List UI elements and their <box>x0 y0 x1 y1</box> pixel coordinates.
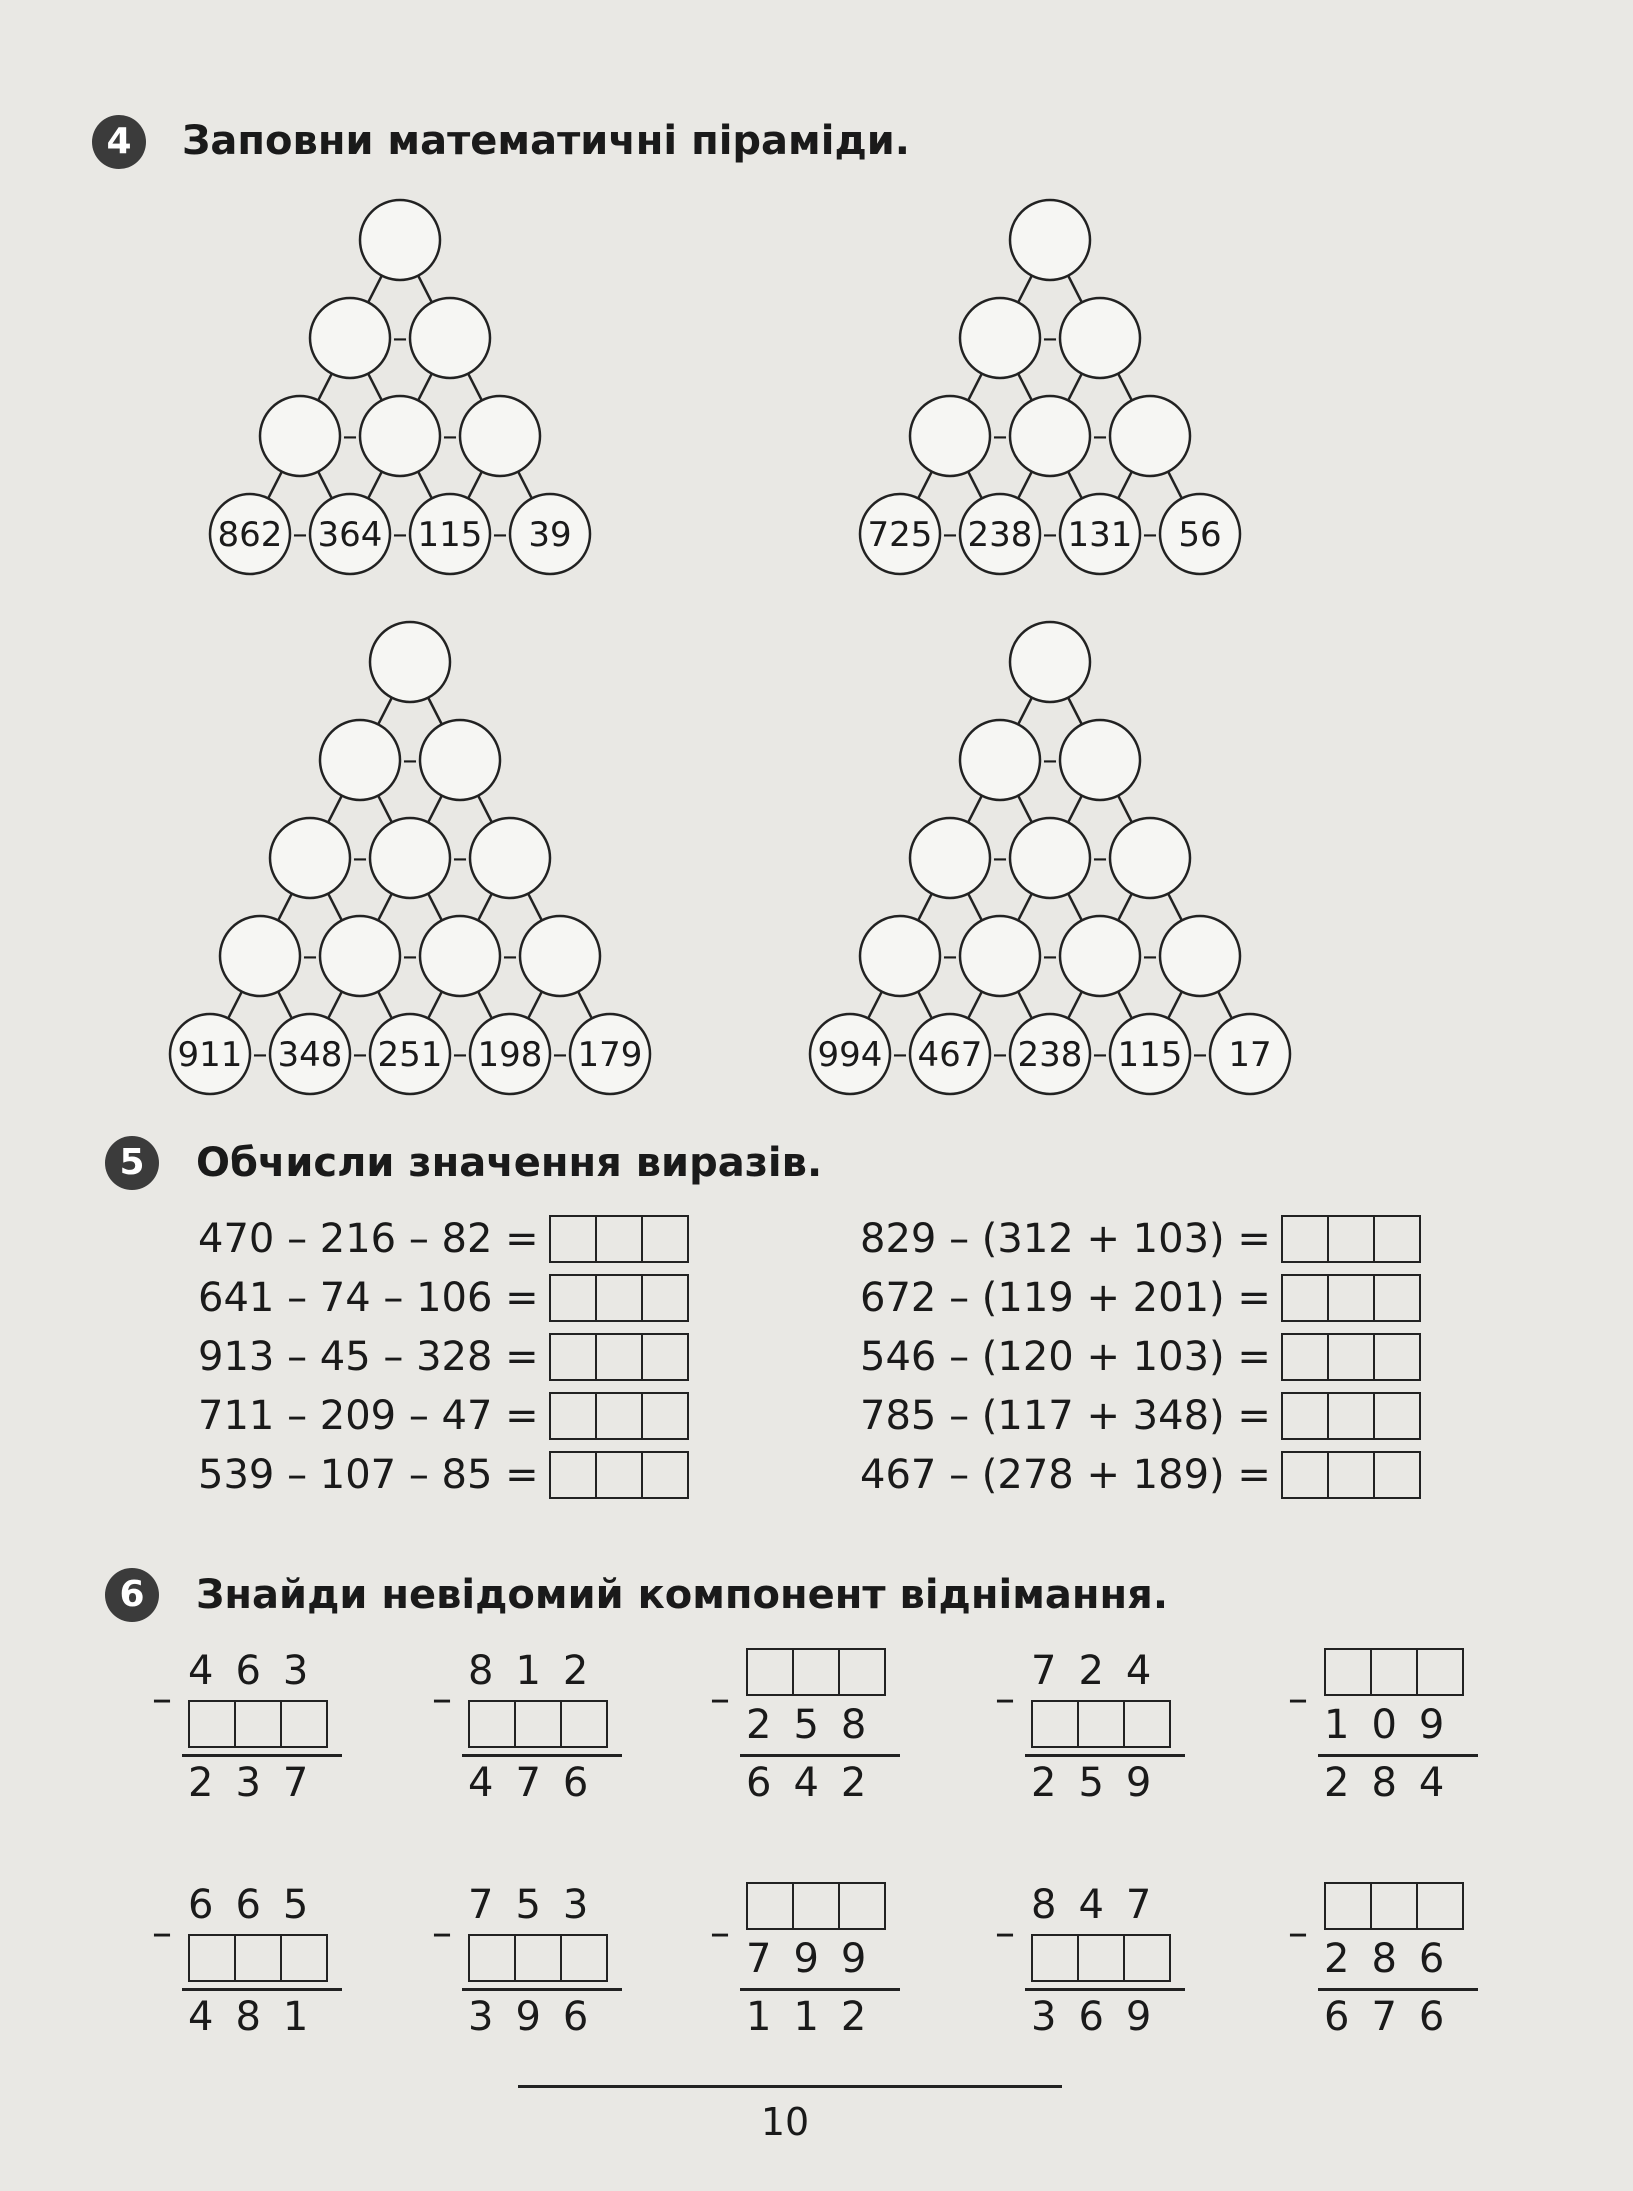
section-4-title: Заповни математичні піраміди. <box>182 118 910 164</box>
pyramid-minus-sign: – <box>292 517 308 552</box>
answer-box[interactable] <box>549 1215 689 1263</box>
pyramid-answer-cell[interactable] <box>220 916 300 996</box>
pyramid-base-value: 238 <box>967 515 1033 555</box>
section-4-number: 4 <box>92 115 146 169</box>
expression-row <box>860 1332 1421 1382</box>
minuend-box[interactable] <box>1324 1648 1464 1696</box>
expression-row <box>860 1273 1421 1323</box>
pyramid-minus-sign: – <box>1092 841 1108 876</box>
pyramid-base-value: 911 <box>177 1035 243 1075</box>
subtrahend-box[interactable] <box>468 1700 608 1748</box>
subtrahend-box[interactable] <box>1031 1700 1171 1748</box>
minus-sign: – <box>1288 1676 1308 1722</box>
subtrahend: 258 <box>746 1702 889 1748</box>
subtrahend: 799 <box>746 1936 889 1982</box>
pyramid-base-value: 198 <box>477 1035 543 1075</box>
pyramid-minus-sign: – <box>1092 1037 1108 1072</box>
pyramid-minus-sign: – <box>1142 939 1158 974</box>
pyramid-base-value: 364 <box>317 515 383 555</box>
pyramid-minus-sign: – <box>1092 419 1108 454</box>
pyramid-answer-cell[interactable] <box>270 818 350 898</box>
pyramid-minus-sign: – <box>502 939 518 974</box>
result-line <box>740 1988 900 1991</box>
difference: 476 <box>468 1760 611 1806</box>
minuend-box[interactable] <box>746 1648 886 1696</box>
minus-sign: – <box>152 1676 172 1722</box>
pyramid-minus-sign: – <box>942 517 958 552</box>
pyramid-minus-sign: – <box>1042 939 1058 974</box>
pyramid-answer-cell[interactable] <box>360 200 440 280</box>
pyramid-minus-sign: – <box>402 939 418 974</box>
pyramid-minus-sign: – <box>1042 321 1058 356</box>
pyramid-answer-cell[interactable] <box>960 720 1040 800</box>
subtraction-problem <box>995 1882 1205 2072</box>
answer-box[interactable] <box>549 1451 689 1499</box>
pyramid-answer-cell[interactable] <box>520 916 600 996</box>
minuend: 665 <box>188 1882 331 1928</box>
pyramid-base-value: 348 <box>277 1035 343 1075</box>
pyramid-answer-cell[interactable] <box>1010 396 1090 476</box>
expression-text: 672 – (119 + 201) = <box>860 1275 1271 1321</box>
subtraction-problem <box>432 1882 642 2072</box>
result-line <box>462 1754 622 1757</box>
pyramid-4 <box>805 612 1425 1102</box>
pyramid-minus-sign: – <box>442 419 458 454</box>
pyramid-minus-sign: – <box>892 1037 908 1072</box>
subtraction-problem <box>152 1882 362 2072</box>
section-5-title: Обчисли значення виразів. <box>196 1140 823 1186</box>
expression-text: 641 – 74 – 106 = <box>198 1275 539 1321</box>
minus-sign: – <box>152 1910 172 1956</box>
minuend: 847 <box>1031 1882 1174 1928</box>
pyramid-answer-cell[interactable] <box>470 818 550 898</box>
pyramid-answer-cell[interactable] <box>420 720 500 800</box>
expression-text: 467 – (278 + 189) = <box>860 1452 1271 1498</box>
pyramid-minus-sign: – <box>1142 517 1158 552</box>
pyramid-answer-cell[interactable] <box>1060 720 1140 800</box>
subtrahend-box[interactable] <box>468 1934 608 1982</box>
answer-box[interactable] <box>549 1333 689 1381</box>
subtraction-problem <box>710 1648 920 1838</box>
pyramid-minus-sign: – <box>402 743 418 778</box>
footer-divider <box>518 2085 1062 2088</box>
result-line <box>1318 1988 1478 1991</box>
answer-box[interactable] <box>549 1392 689 1440</box>
expression-row <box>198 1214 689 1264</box>
pyramid-answer-cell[interactable] <box>320 916 400 996</box>
expression-text: 546 – (120 + 103) = <box>860 1334 1271 1380</box>
pyramid-minus-sign: – <box>992 419 1008 454</box>
pyramid-2 <box>855 190 1375 600</box>
difference: 237 <box>188 1760 331 1806</box>
minuend: 463 <box>188 1648 331 1694</box>
minuend: 724 <box>1031 1648 1174 1694</box>
minuend-box[interactable] <box>1324 1882 1464 1930</box>
pyramid-answer-cell[interactable] <box>360 396 440 476</box>
pyramid-base-value: 238 <box>1017 1035 1083 1075</box>
expression-row <box>860 1391 1421 1441</box>
pyramid-base-value: 467 <box>917 1035 983 1075</box>
expression-text: 539 – 107 – 85 = <box>198 1452 539 1498</box>
expression-text: 711 – 209 – 47 = <box>198 1393 539 1439</box>
pyramid-minus-sign: – <box>302 939 318 974</box>
difference: 642 <box>746 1760 889 1806</box>
pyramid-base-value: 131 <box>1067 515 1133 555</box>
pyramid-answer-cell[interactable] <box>320 720 400 800</box>
difference: 112 <box>746 1994 889 2040</box>
answer-box[interactable] <box>1281 1333 1421 1381</box>
pyramid-minus-sign: – <box>1042 517 1058 552</box>
minus-sign: – <box>432 1676 452 1722</box>
expression-text: 829 – (312 + 103) = <box>860 1216 1271 1262</box>
page-number: 10 <box>760 2100 810 2144</box>
pyramid-base-value: 17 <box>1228 1035 1272 1075</box>
subtrahend: 286 <box>1324 1936 1467 1982</box>
expression-text: 785 – (117 + 348) = <box>860 1393 1271 1439</box>
pyramid-minus-sign: – <box>1042 743 1058 778</box>
subtraction-problem <box>1288 1882 1498 2072</box>
section-5-number: 5 <box>105 1136 159 1190</box>
pyramid-base-value: 115 <box>1117 1035 1183 1075</box>
expression-row <box>198 1391 689 1441</box>
pyramid-minus-sign: – <box>992 1037 1008 1072</box>
pyramid-minus-sign: – <box>1192 1037 1208 1072</box>
expression-row <box>860 1450 1421 1500</box>
pyramid-base-value: 56 <box>1178 515 1222 555</box>
pyramid-base-value: 39 <box>528 515 572 555</box>
answer-box[interactable] <box>1281 1451 1421 1499</box>
difference: 396 <box>468 1994 611 2040</box>
pyramid-answer-cell[interactable] <box>910 396 990 476</box>
section-6-number: 6 <box>105 1568 159 1622</box>
difference: 676 <box>1324 1994 1467 2040</box>
result-line <box>182 1754 342 1757</box>
result-line <box>740 1754 900 1757</box>
subtraction-problem <box>995 1648 1205 1838</box>
expression-row <box>198 1273 689 1323</box>
result-line <box>1318 1754 1478 1757</box>
pyramid-3 <box>165 612 755 1102</box>
pyramid-minus-sign: – <box>452 841 468 876</box>
minuend: 812 <box>468 1648 611 1694</box>
answer-box[interactable] <box>1281 1274 1421 1322</box>
pyramid-answer-cell[interactable] <box>960 916 1040 996</box>
pyramid-base-value: 179 <box>577 1035 643 1075</box>
expression-row <box>198 1450 689 1500</box>
pyramid-base-value: 994 <box>817 1035 883 1075</box>
answer-box[interactable] <box>549 1274 689 1322</box>
expression-text: 913 – 45 – 328 = <box>198 1334 539 1380</box>
pyramid-answer-cell[interactable] <box>910 818 990 898</box>
pyramid-answer-cell[interactable] <box>310 298 390 378</box>
minus-sign: – <box>710 1676 730 1722</box>
pyramid-answer-cell[interactable] <box>1010 818 1090 898</box>
pyramid-minus-sign: – <box>352 1037 368 1072</box>
section-6-title: Знайди невідомий компонент віднімання. <box>196 1572 1169 1618</box>
pyramid-answer-cell[interactable] <box>1010 622 1090 702</box>
pyramid-answer-cell[interactable] <box>1010 200 1090 280</box>
pyramid-answer-cell[interactable] <box>1160 916 1240 996</box>
pyramid-answer-cell[interactable] <box>1110 396 1190 476</box>
pyramid-base-value: 115 <box>417 515 483 555</box>
subtrahend-box[interactable] <box>1031 1934 1171 1982</box>
pyramid-minus-sign: – <box>992 841 1008 876</box>
expression-row <box>860 1214 1421 1264</box>
difference: 284 <box>1324 1760 1467 1806</box>
pyramid-answer-cell[interactable] <box>260 396 340 476</box>
pyramid-answer-cell[interactable] <box>370 818 450 898</box>
subtrahend: 109 <box>1324 1702 1467 1748</box>
subtraction-problem <box>152 1648 362 1838</box>
minuend-box[interactable] <box>746 1882 886 1930</box>
pyramid-minus-sign: – <box>342 419 358 454</box>
pyramid-minus-sign: – <box>492 517 508 552</box>
pyramid-answer-cell[interactable] <box>1060 298 1140 378</box>
difference: 481 <box>188 1994 331 2040</box>
minus-sign: – <box>432 1910 452 1956</box>
pyramid-answer-cell[interactable] <box>860 916 940 996</box>
minus-sign: – <box>995 1910 1015 1956</box>
expression-row <box>198 1332 689 1382</box>
pyramid-answer-cell[interactable] <box>1110 818 1190 898</box>
subtraction-problem <box>1288 1648 1498 1838</box>
minus-sign: – <box>1288 1910 1308 1956</box>
pyramid-minus-sign: – <box>352 841 368 876</box>
pyramid-answer-cell[interactable] <box>460 396 540 476</box>
minuend: 753 <box>468 1882 611 1928</box>
pyramid-answer-cell[interactable] <box>1060 916 1140 996</box>
subtraction-problem <box>432 1648 642 1838</box>
result-line <box>1025 1754 1185 1757</box>
pyramid-base-value: 725 <box>867 515 933 555</box>
pyramid-base-value: 862 <box>217 515 283 555</box>
pyramid-minus-sign: – <box>942 939 958 974</box>
pyramid-answer-cell[interactable] <box>410 298 490 378</box>
pyramid-answer-cell[interactable] <box>420 916 500 996</box>
subtrahend-box[interactable] <box>188 1700 328 1748</box>
pyramid-minus-sign: – <box>392 517 408 552</box>
pyramid-minus-sign: – <box>252 1037 268 1072</box>
pyramid-minus-sign: – <box>452 1037 468 1072</box>
answer-box[interactable] <box>1281 1392 1421 1440</box>
subtrahend-box[interactable] <box>188 1934 328 1982</box>
pyramid-minus-sign: – <box>552 1037 568 1072</box>
pyramid-1 <box>205 190 705 600</box>
result-line <box>182 1988 342 1991</box>
pyramid-base-value: 251 <box>377 1035 443 1075</box>
pyramid-answer-cell[interactable] <box>370 622 450 702</box>
difference: 369 <box>1031 1994 1174 2040</box>
pyramid-minus-sign: – <box>392 321 408 356</box>
result-line <box>462 1988 622 1991</box>
answer-box[interactable] <box>1281 1215 1421 1263</box>
difference: 259 <box>1031 1760 1174 1806</box>
minus-sign: – <box>995 1676 1015 1722</box>
expression-text: 470 – 216 – 82 = <box>198 1216 539 1262</box>
subtraction-problem <box>710 1882 920 2072</box>
minus-sign: – <box>710 1910 730 1956</box>
pyramid-answer-cell[interactable] <box>960 298 1040 378</box>
result-line <box>1025 1988 1185 1991</box>
